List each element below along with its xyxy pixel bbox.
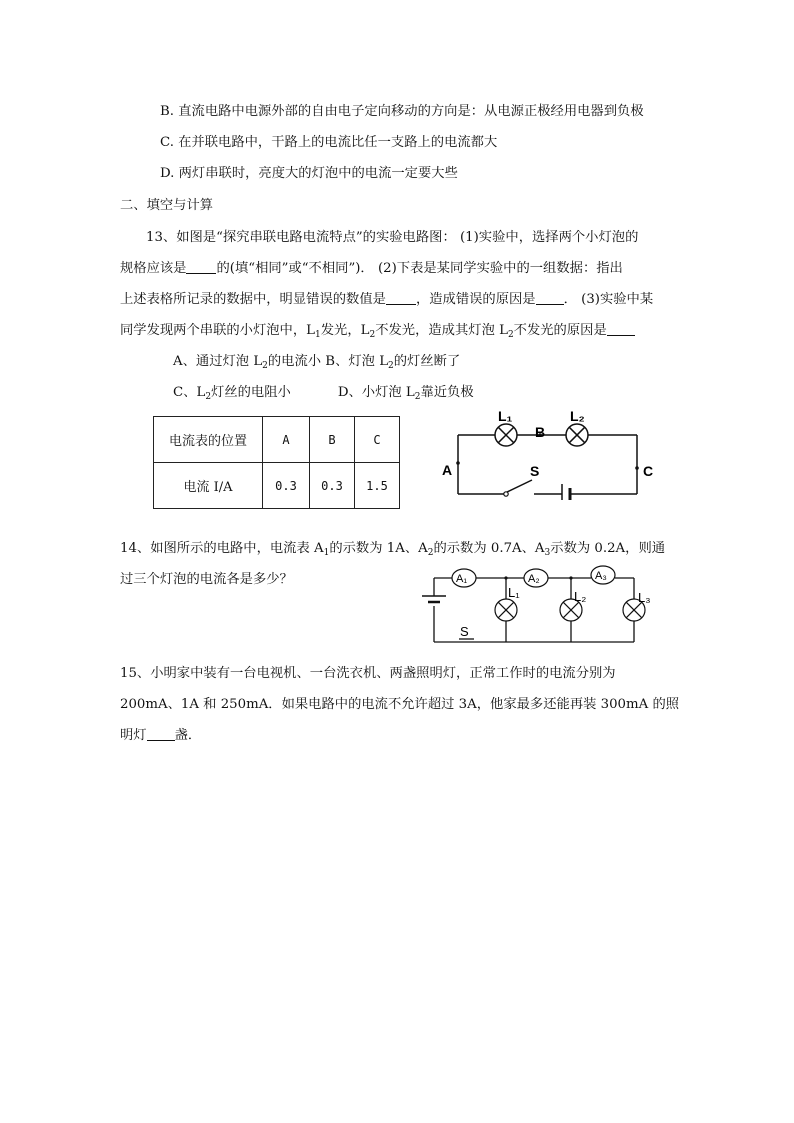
table-cell: B [310,417,355,463]
point-c-label: C [643,463,654,479]
series-circuit-diagram [436,408,666,500]
answer-blank [536,291,564,305]
answer-blank [186,260,216,274]
q13-line-4: 同学发现两个串联的小灯泡中，$L_1$发光，$L_2$不发光，造成其灯泡 $L_2$不发光的原因是 [120,322,635,344]
q14-line-1: 14、如图所示的电路中，电流表 $A_1$的示数为 1A、$A_2$的示数为 0.7A、$A_3$示数为 0.2A，则通 [120,541,666,558]
lamp-l1-label: L₁ [498,408,513,424]
q14-line-2: 过三个灯泡的电流各是多少？ [120,572,293,587]
table-row [154,463,400,509]
q13-option-a-b: A、通过灯泡 $L_2$的电流小 B、灯泡 $L_2$的灯丝断了 [173,354,461,371]
junction-c-icon [635,466,639,470]
lamp-l1-icon [495,599,517,621]
battery-icon [562,484,570,500]
table-cell: 1.5 [355,463,400,509]
q13-data-table [153,416,400,509]
section-heading: 二、填空与计算 [120,198,214,213]
switch-contact-icon [504,492,508,496]
battery-icon [422,596,446,602]
option-c: C. 在并联电路中，干路上的电流比任一支路上的电流都大 [160,135,498,150]
q13-line-3: 上述表格所记录的数据中，明显错误的数值是 ，造成错误的原因是 ． (3)实验中某 [120,292,654,307]
lamp-l2-label: L₂ [574,589,587,604]
table-cell: 0.3 [310,463,355,509]
answer-blank [386,291,416,305]
junction-icon [569,576,572,579]
switch-label: S [530,463,540,479]
lamp-l2-label: L₂ [570,408,585,424]
option-b: B. 直流电路中电源外部的自由电子定向移动的方向是：从电源正极经用电器到负极 [160,104,644,119]
lamp-l3-label: L₃ [638,590,651,605]
junction-a-icon [456,461,460,465]
lamp-l2-icon [566,424,588,446]
ammeter-a3-label: A₃ [595,570,607,582]
table-cell: 电流表的位置 [154,417,263,463]
option-d: D. 两灯串联时，亮度大的灯泡中的电流一定要大些 [160,166,458,181]
junction-icon [504,576,507,579]
q13-line-2: 规格应该是 的(填“相同”或“不相同”)． (2)下表是某同学实验中的一组数据：指出 [120,261,623,276]
q15-line-2: 200mA、1A 和 250mA．如果电路中的电流不允许超过 3A，他家最多还能再装 300mA 的照 [120,697,680,712]
lamp-l1-icon [495,424,517,446]
ammeter-a2-label: A₂ [528,573,540,585]
table-row [154,417,400,463]
q13-line-1: 13、如图是“探究串联电路电流特点”的实验电路图： (1)实验中，选择两个小灯泡的 [146,230,639,245]
point-a-label: A [442,462,453,478]
parallel-circuit-diagram [414,564,664,648]
answer-blank [147,727,175,741]
point-b-label: B [535,424,546,440]
answer-blank [607,322,635,336]
q13-option-c-d: C、$L_2$灯丝的电阻小 D、小灯泡 $L_2$靠近负极 [173,385,474,402]
ammeter-a1-label: A₁ [456,573,468,585]
table-cell: 电流 I/A [154,463,263,509]
table-cell: 0.3 [263,463,310,509]
switch-label: S [460,624,469,639]
q15-line-1: 15、小明家中装有一台电视机、一台洗衣机、两盏照明灯，正常工作时的电流分别为 [120,666,616,681]
table-cell: A [263,417,310,463]
lamp-l1-label: L₁ [508,585,520,600]
table-cell: C [355,417,400,463]
q15-line-3: 明灯 盏． [120,728,202,743]
